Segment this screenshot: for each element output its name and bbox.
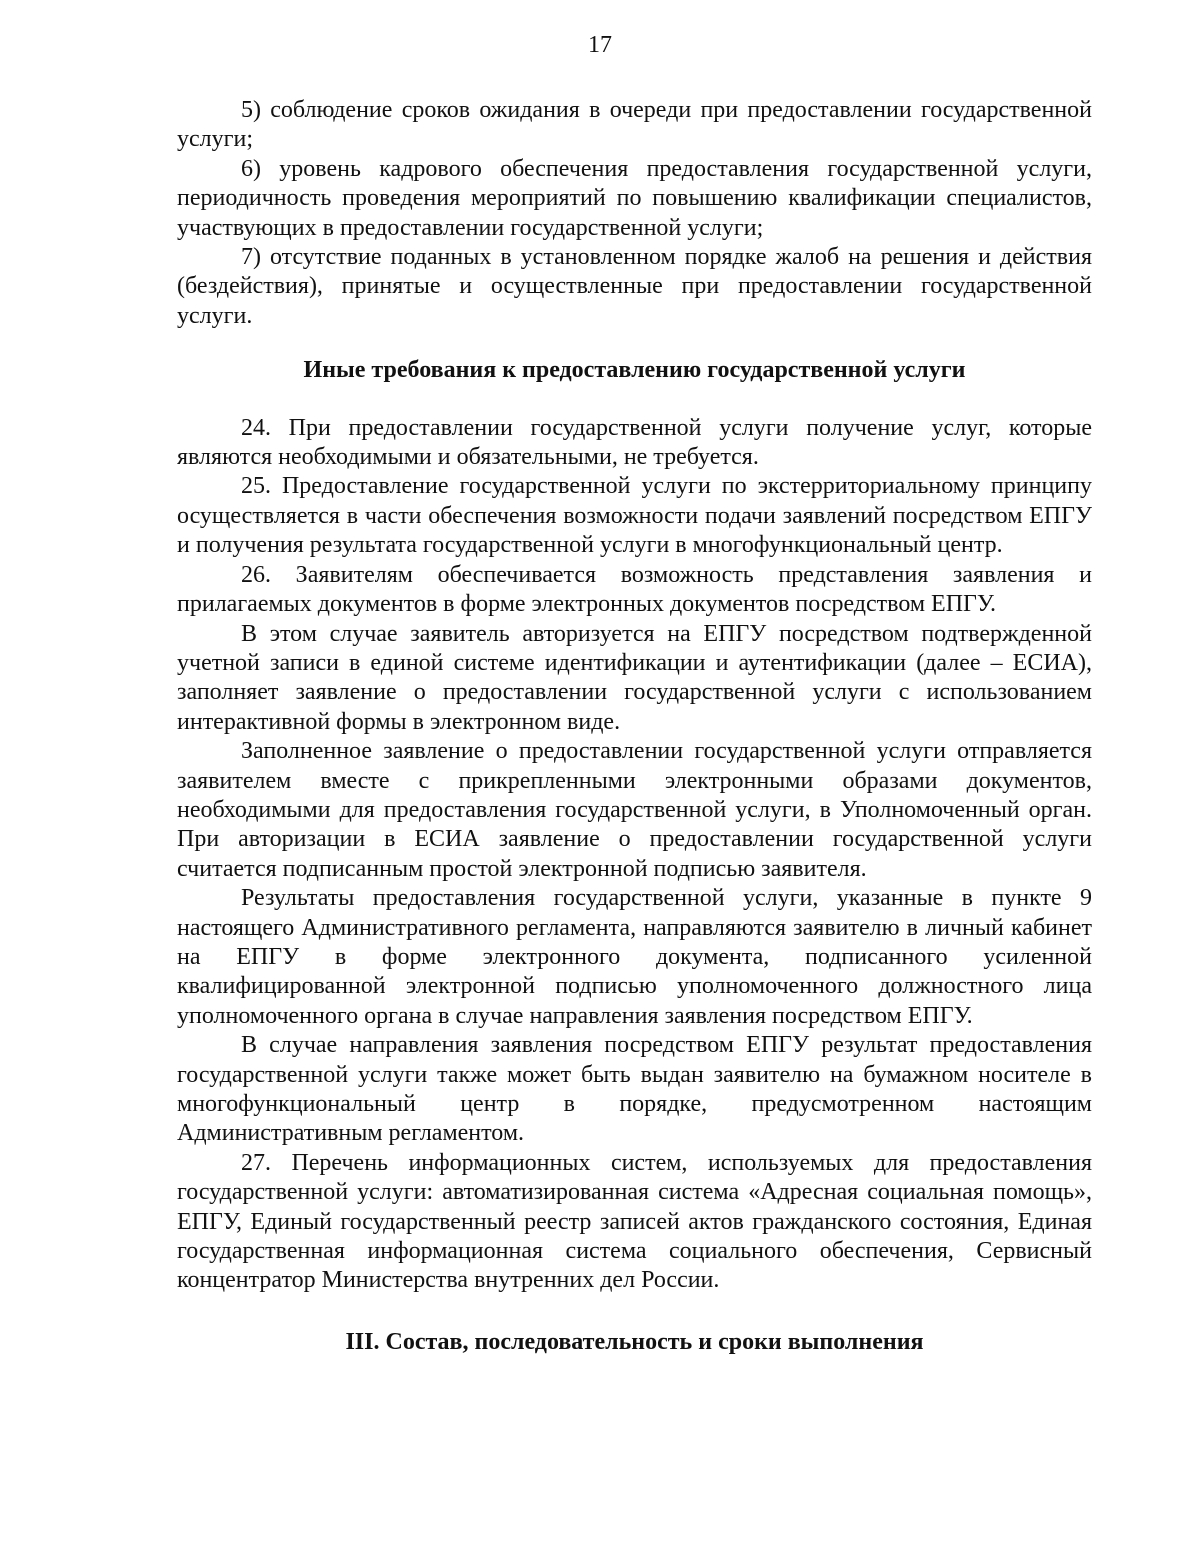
paragraph-24: 24. При предоставлении государственной услуги получение услуг, которые являются необходимыми и обязательными, не требуется. <box>177 414 1092 471</box>
paragraph-26-authorization: В этом случае заявитель авторизуется на ЕПГУ посредством подтвержденной учетной записи в единой системе идентификации и аутентификации (далее – ЕСИА), заполняет заявление о предоставлении государственной услуги с использованием интерактивной формы в электронном виде. <box>177 620 1092 735</box>
section-heading-iii: III. Состав, последовательность и сроки выполнения <box>345 1328 924 1355</box>
paragraph-25: 25. Предоставление государственной услуги по экстерриториальному принципу осуществляется в части обеспечения возможности подачи заявлений посредством ЕПГУ и получения результата государственной услуги в многофункциональный центр. <box>177 473 1092 559</box>
paragraph-26-paper-result: В случае направления заявления посредством ЕПГУ результат предоставления государственной услуги также может быть выдан заявителю на бумажном носителе в многофункциональный центр в порядке, предусмотренном настоящим Административным регламентом. <box>177 1032 1092 1147</box>
document-body <box>177 96 1092 1357</box>
paragraph-item-6: 6) уровень кадрового обеспечения предоставления государственной услуги, периодичность проведения мероприятий по повышению квалификации специалистов, участвующих в предоставлении государственной услуги; <box>177 155 1092 241</box>
paragraph-26-submission: Заполненное заявление о предоставлении государственной услуги отправляется заявителем вместе с прикрепленными электронными образами документов, необходимыми для предоставления государственной услуги, в Уполномоченный орган. При авторизации в ЕСИА заявление о предоставлении государственной услуги считается подписанным простой электронной подписью заявителя. <box>177 738 1092 882</box>
paragraph-item-7: 7) отсутствие поданных в установленном порядке жалоб на решения и действия (бездействия), принятые и осуществленные при предоставлении государственной услуги. <box>177 244 1092 329</box>
section-heading-other-requirements: Иные требования к предоставлению государственной услуги <box>303 357 966 384</box>
paragraph-27: 27. Перечень информационных систем, используемых для предоставления государственной услуги: автоматизированная система «Адресная социальная помощь», ЕПГУ, Единый государственный реестр записей актов гражданского состояния, Единая государственная информационная система социального обеспечения, Сервисный концентратор Министерства внутренних дел России. <box>177 1149 1092 1294</box>
page-number: 17 <box>588 32 612 58</box>
paragraph-26: 26. Заявителям обеспечивается возможность представления заявления и прилагаемых документов в форме электронных документов посредством ЕПГУ. <box>177 561 1092 618</box>
paragraph-item-5: 5) соблюдение сроков ожидания в очереди при предоставлении государственной услуги; <box>177 97 1092 153</box>
paragraph-26-results: Результаты предоставления государственной услуги, указанные в пункте 9 настоящего Административного регламента, направляются заявителю в личный кабинет на ЕПГУ в форме электронного документа, подписанного усиленной квалифицированной электронной подписью уполномоченного должностного лица уполномоченного органа в случае направления заявления посредством ЕПГУ. <box>177 885 1092 1029</box>
